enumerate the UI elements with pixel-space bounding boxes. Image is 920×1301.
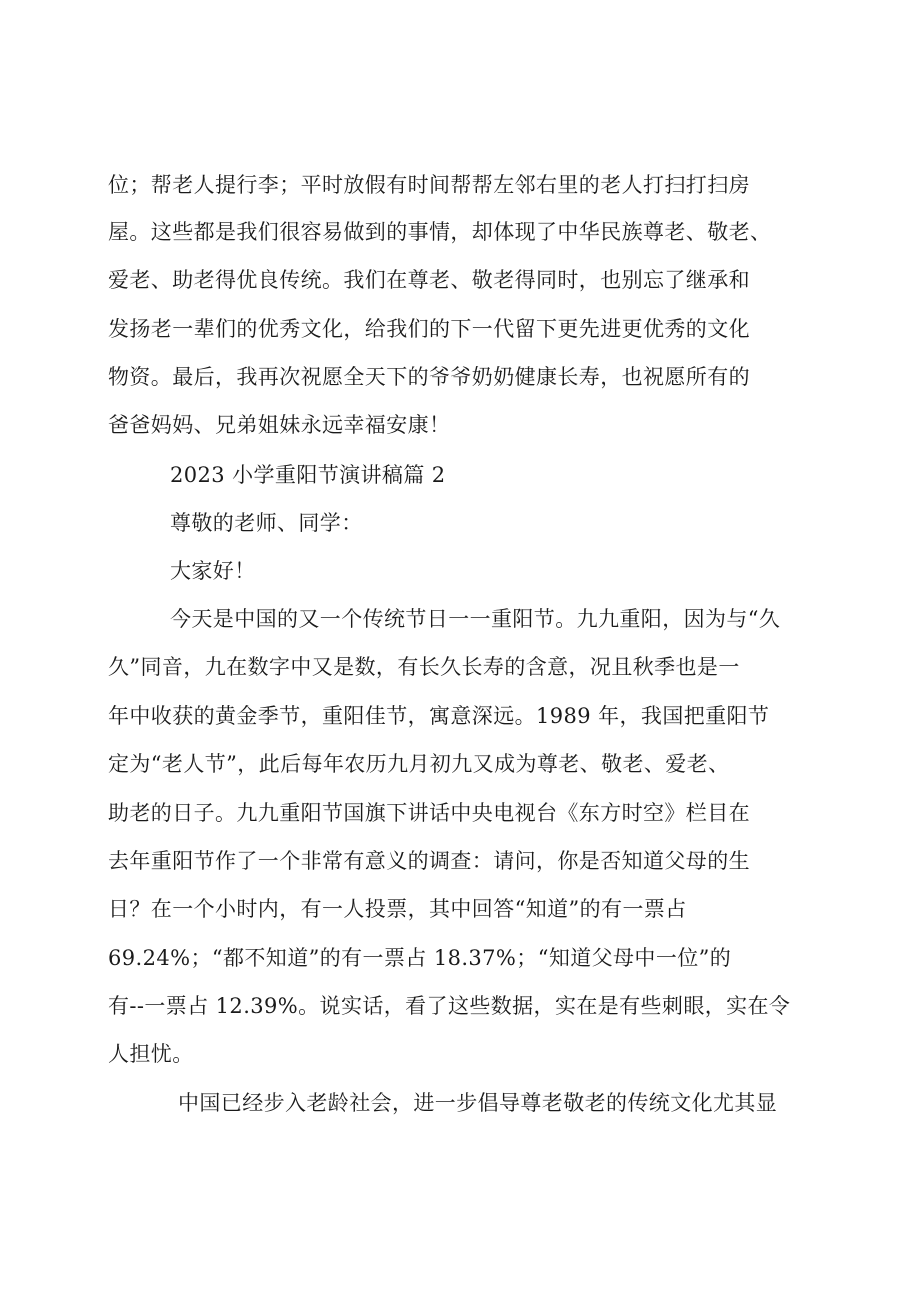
paragraph-line: 日？在一个小时内，有一人投票，其中回答“知道”的有一票占 <box>108 897 687 921</box>
paragraph-line: 久”同音，九在数字中又是数，有长久长寿的含意，况且秋季也是一 <box>108 655 740 679</box>
paragraph-line: 人担忧。 <box>108 1042 194 1066</box>
section-heading: 2023 小学重阳节演讲稿篇 2 <box>170 463 446 487</box>
paragraph-line: 屋。这些都是我们很容易做到的事情，却体现了中华民族尊老、敬老、 <box>108 220 772 244</box>
paragraph-line: 中国已经步入老龄社会，进一步倡导尊老敬老的传统文化尤其显 <box>178 1091 778 1115</box>
paragraph-line: 去年重阳节作了一个非常有意义的调查：请问，你是否知道父母的生 <box>108 849 750 873</box>
paragraph-line: 位；帮老人提行李；平时放假有时间帮帮左邻右里的老人打扫打扫房 <box>108 173 750 197</box>
paragraph-line: 有--一票占 12.39%。说实话，看了这些数据，实在是有些刺眼，实在令 <box>108 994 791 1018</box>
paragraph-line: 69.24%；“都不知道”的有一票占 18.37%；“知道父母中一位”的 <box>108 946 732 970</box>
paragraph-line: 年中收获的黄金季节，重阳佳节，寓意深远。1989 年，我国把重阳节 <box>108 704 770 728</box>
paragraph-line: 助老的日子。九九重阳节国旗下讲话中央电视台《东方时空》栏目在 <box>108 801 750 825</box>
paragraph-line: 发扬老一辈们的优秀文化，给我们的下一代留下更先进更优秀的文化 <box>108 317 750 341</box>
salutation: 尊敬的老师、同学： <box>170 511 363 535</box>
paragraph-line: 今天是中国的又一个传统节日一一重阳节。九九重阳，因为与“久 <box>170 607 781 631</box>
paragraph-line: 爱老、助老得优良传统。我们在尊老、敬老得同时，也别忘了继承和 <box>108 268 750 292</box>
paragraph-line: 定为“老人节”，此后每年农历九月初九又成为尊老、敬老、爱老、 <box>108 752 730 776</box>
paragraph-line: 物资。最后，我再次祝愿全天下的爷爷奶奶健康长寿，也祝愿所有的 <box>108 365 750 389</box>
greeting: 大家好！ <box>170 559 256 583</box>
paragraph-line: 爸爸妈妈、兄弟姐妹永远幸福安康！ <box>108 413 451 437</box>
